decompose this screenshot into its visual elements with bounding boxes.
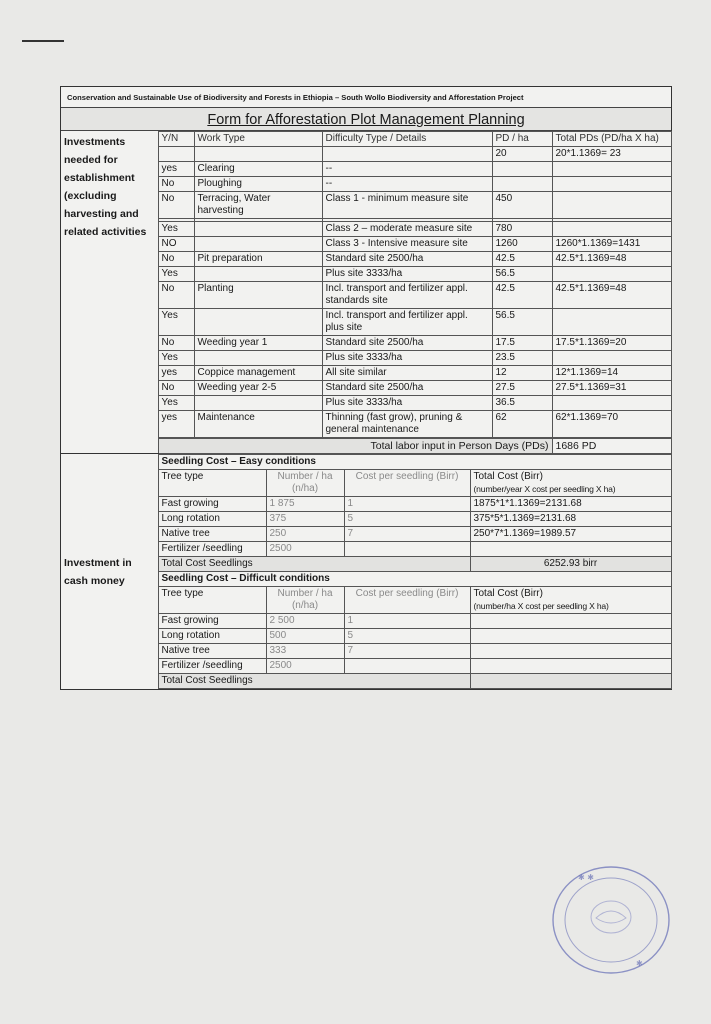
- col-total-cost: Total Cost (Birr) (number/year X cost per seedling X ha): [470, 470, 671, 497]
- cell-yn: Yes: [158, 267, 194, 282]
- cell-number-ha: 1 875: [266, 497, 344, 512]
- cell-yn: No: [158, 282, 194, 309]
- cell-tree-type: Native tree: [158, 644, 266, 659]
- cell-total-pds: [552, 351, 671, 366]
- cell-cost-seedling: 5: [344, 629, 470, 644]
- cell-detail: Standard site 2500/ha: [322, 381, 492, 396]
- labor-total-label: Total labor input in Person Days (PDs): [158, 439, 552, 454]
- cell-pd-ha: 62: [492, 411, 552, 438]
- easy-total-value: 6252.93 birr: [470, 557, 671, 572]
- cell-total-pds: [552, 267, 671, 282]
- svg-text:✱ ✱: ✱ ✱: [578, 873, 594, 882]
- cell-number-ha: 500: [266, 629, 344, 644]
- cell-yn: Yes: [158, 222, 194, 237]
- cell-yn: yes: [158, 162, 194, 177]
- easy-title-row: [61, 455, 671, 470]
- cell-pd-ha: 12: [492, 366, 552, 381]
- cash-section-label: Investment in cash money: [61, 455, 158, 689]
- cell-detail: All site similar: [322, 366, 492, 381]
- difficult-title: Seedling Cost – Difficult conditions: [158, 572, 671, 587]
- cell-tree-type: Fast growing: [158, 497, 266, 512]
- cell-cost-seedling: 1: [344, 497, 470, 512]
- cell-tree-type: Native tree: [158, 527, 266, 542]
- cell-yn: No: [158, 336, 194, 351]
- easy-title: Seedling Cost – Easy conditions: [158, 455, 671, 470]
- col-cost-seedling: Cost per seedling (Birr): [344, 587, 470, 614]
- cell-pd-ha: 450: [492, 192, 552, 219]
- cell-detail: Plus site 3333/ha: [322, 351, 492, 366]
- cell-yn: No: [158, 177, 194, 192]
- cell-total-pds: 20*1.1369= 23: [552, 147, 671, 162]
- cell-total-pds: 17.5*1.1369=20: [552, 336, 671, 351]
- cell-total-cost: 375*5*1.1369=2131.68: [470, 512, 671, 527]
- cell-pd-ha: 42.5: [492, 252, 552, 267]
- cell-detail: Class 2 – moderate measure site: [322, 222, 492, 237]
- cell-total-pds: 27.5*1.1369=31: [552, 381, 671, 396]
- cell-number-ha: 2500: [266, 542, 344, 557]
- cell-pd-ha: 36.5: [492, 396, 552, 411]
- pen-mark: [22, 40, 64, 42]
- cell-work-type: [194, 237, 322, 252]
- cell-detail: --: [322, 162, 492, 177]
- cell-yn: yes: [158, 366, 194, 381]
- cell-work-type: [194, 309, 322, 336]
- cell-cost-seedling: 5: [344, 512, 470, 527]
- cell-work-type: Weeding year 1: [194, 336, 322, 351]
- cell-cost-seedling: [344, 659, 470, 674]
- cell-work-type: [194, 222, 322, 237]
- cell-pd-ha: 20: [492, 147, 552, 162]
- cell-total-pds: 62*1.1369=70: [552, 411, 671, 438]
- col-tree-type: Tree type: [158, 587, 266, 614]
- cell-tree-type: Fertilizer /seedling: [158, 659, 266, 674]
- cell-work-type: Planting: [194, 282, 322, 309]
- cell-number-ha: 333: [266, 644, 344, 659]
- cell-detail: Incl. transport and fertilizer appl. standards site: [322, 282, 492, 309]
- cell-pd-ha: [492, 162, 552, 177]
- cell-total-pds: [552, 192, 671, 219]
- labor-header-row: [61, 132, 671, 147]
- cell-detail: Class 3 - Intensive measure site: [322, 237, 492, 252]
- cell-number-ha: 375: [266, 512, 344, 527]
- cell-work-type: Terracing, Water harvesting: [194, 192, 322, 219]
- cell-detail: [322, 147, 492, 162]
- cell-tree-type: Long rotation: [158, 512, 266, 527]
- cell-yn: NO: [158, 237, 194, 252]
- cell-total-cost: [470, 659, 671, 674]
- cell-number-ha: 250: [266, 527, 344, 542]
- cell-tree-type: Fast growing: [158, 614, 266, 629]
- cell-cost-seedling: 1: [344, 614, 470, 629]
- labor-section-label: Investments needed for establishment (excluding harvesting and related activities: [61, 132, 158, 438]
- cell-number-ha: 2 500: [266, 614, 344, 629]
- cell-cost-seedling: [344, 542, 470, 557]
- col-number-ha: Number / ha (n/ha): [266, 587, 344, 614]
- cell-yn: Yes: [158, 309, 194, 336]
- cell-yn: [158, 147, 194, 162]
- cell-work-type: Clearing: [194, 162, 322, 177]
- labor-table: [61, 131, 672, 438]
- cell-pd-ha: 780: [492, 222, 552, 237]
- cell-pd-ha: 56.5: [492, 267, 552, 282]
- official-stamp: [548, 862, 674, 978]
- cell-detail: Standard site 2500/ha: [322, 336, 492, 351]
- cell-work-type: [194, 267, 322, 282]
- cell-detail: Plus site 3333/ha: [322, 396, 492, 411]
- col-yn: Y/N: [158, 132, 194, 147]
- cell-work-type: Pit preparation: [194, 252, 322, 267]
- cell-total-pds: 42.5*1.1369=48: [552, 282, 671, 309]
- cell-detail: Plus site 3333/ha: [322, 267, 492, 282]
- cell-work-type: Coppice management: [194, 366, 322, 381]
- cell-work-type: Ploughing: [194, 177, 322, 192]
- cell-yn: No: [158, 252, 194, 267]
- col-total-pds: Total PDs (PD/ha X ha): [552, 132, 671, 147]
- cell-yn: No: [158, 192, 194, 219]
- col-work-type: Work Type: [194, 132, 322, 147]
- cell-tree-type: Fertilizer /seedling: [158, 542, 266, 557]
- cell-total-pds: [552, 177, 671, 192]
- cell-total-pds: 42.5*1.1369=48: [552, 252, 671, 267]
- col-pd-ha: PD / ha: [492, 132, 552, 147]
- cell-cost-seedling: 7: [344, 527, 470, 542]
- labor-total-table: [61, 438, 672, 454]
- cell-total-cost: 1875*1*1.1369=2131.68: [470, 497, 671, 512]
- form-title: Form for Afforestation Plot Management Planning: [61, 108, 671, 131]
- cell-work-type: Maintenance: [194, 411, 322, 438]
- cell-total-pds: [552, 222, 671, 237]
- cell-yn: No: [158, 381, 194, 396]
- svg-text:✱: ✱: [636, 959, 643, 968]
- difficult-total-label: Total Cost Seedlings: [158, 674, 470, 689]
- cell-pd-ha: 42.5: [492, 282, 552, 309]
- col-total-cost: Total Cost (Birr) (number/ha X cost per seedling X ha): [470, 587, 671, 614]
- cell-pd-ha: 17.5: [492, 336, 552, 351]
- cell-detail: --: [322, 177, 492, 192]
- cell-total-pds: [552, 162, 671, 177]
- cell-work-type: [194, 351, 322, 366]
- difficult-total-value: [470, 674, 671, 689]
- cell-work-type: [194, 396, 322, 411]
- cell-total-pds: [552, 396, 671, 411]
- cash-table: [61, 454, 672, 689]
- cell-total-pds: 1260*1.1369=1431: [552, 237, 671, 252]
- cell-pd-ha: 1260: [492, 237, 552, 252]
- labor-total-row: [61, 439, 671, 454]
- cell-total-cost: [470, 644, 671, 659]
- cell-total-cost: [470, 614, 671, 629]
- cell-total-cost: [470, 542, 671, 557]
- cell-tree-type: Long rotation: [158, 629, 266, 644]
- cell-total-pds: [552, 309, 671, 336]
- col-cost-seedling: Cost per seedling (Birr): [344, 470, 470, 497]
- cell-detail: Thinning (fast grow), pruning & general maintenance: [322, 411, 492, 438]
- cell-total-cost: 250*7*1.1369=1989.57: [470, 527, 671, 542]
- cell-pd-ha: 27.5: [492, 381, 552, 396]
- cell-pd-ha: [492, 177, 552, 192]
- cell-yn: yes: [158, 411, 194, 438]
- cell-yn: Yes: [158, 351, 194, 366]
- col-number-ha: Number / ha (n/ha): [266, 470, 344, 497]
- cell-cost-seedling: 7: [344, 644, 470, 659]
- cell-yn: Yes: [158, 396, 194, 411]
- cell-pd-ha: 56.5: [492, 309, 552, 336]
- col-tree-type: Tree type: [158, 470, 266, 497]
- cell-detail: Incl. transport and fertilizer appl. plus site: [322, 309, 492, 336]
- col-difficulty: Difficulty Type / Details: [322, 132, 492, 147]
- cell-number-ha: 2500: [266, 659, 344, 674]
- project-title: Conservation and Sustainable Use of Biodiversity and Forests in Ethiopia – South Wollo Biodiversity and Afforestation Project: [61, 87, 671, 108]
- cell-total-cost: [470, 629, 671, 644]
- cell-pd-ha: 23.5: [492, 351, 552, 366]
- easy-total-label: Total Cost Seedlings: [158, 557, 470, 572]
- cell-detail: Standard site 2500/ha: [322, 252, 492, 267]
- cell-work-type: [194, 147, 322, 162]
- cell-work-type: Weeding year 2-5: [194, 381, 322, 396]
- cell-detail: Class 1 - minimum measure site: [322, 192, 492, 219]
- labor-total-value: 1686 PD: [552, 439, 671, 454]
- form-sheet: [60, 86, 672, 690]
- cell-total-pds: 12*1.1369=14: [552, 366, 671, 381]
